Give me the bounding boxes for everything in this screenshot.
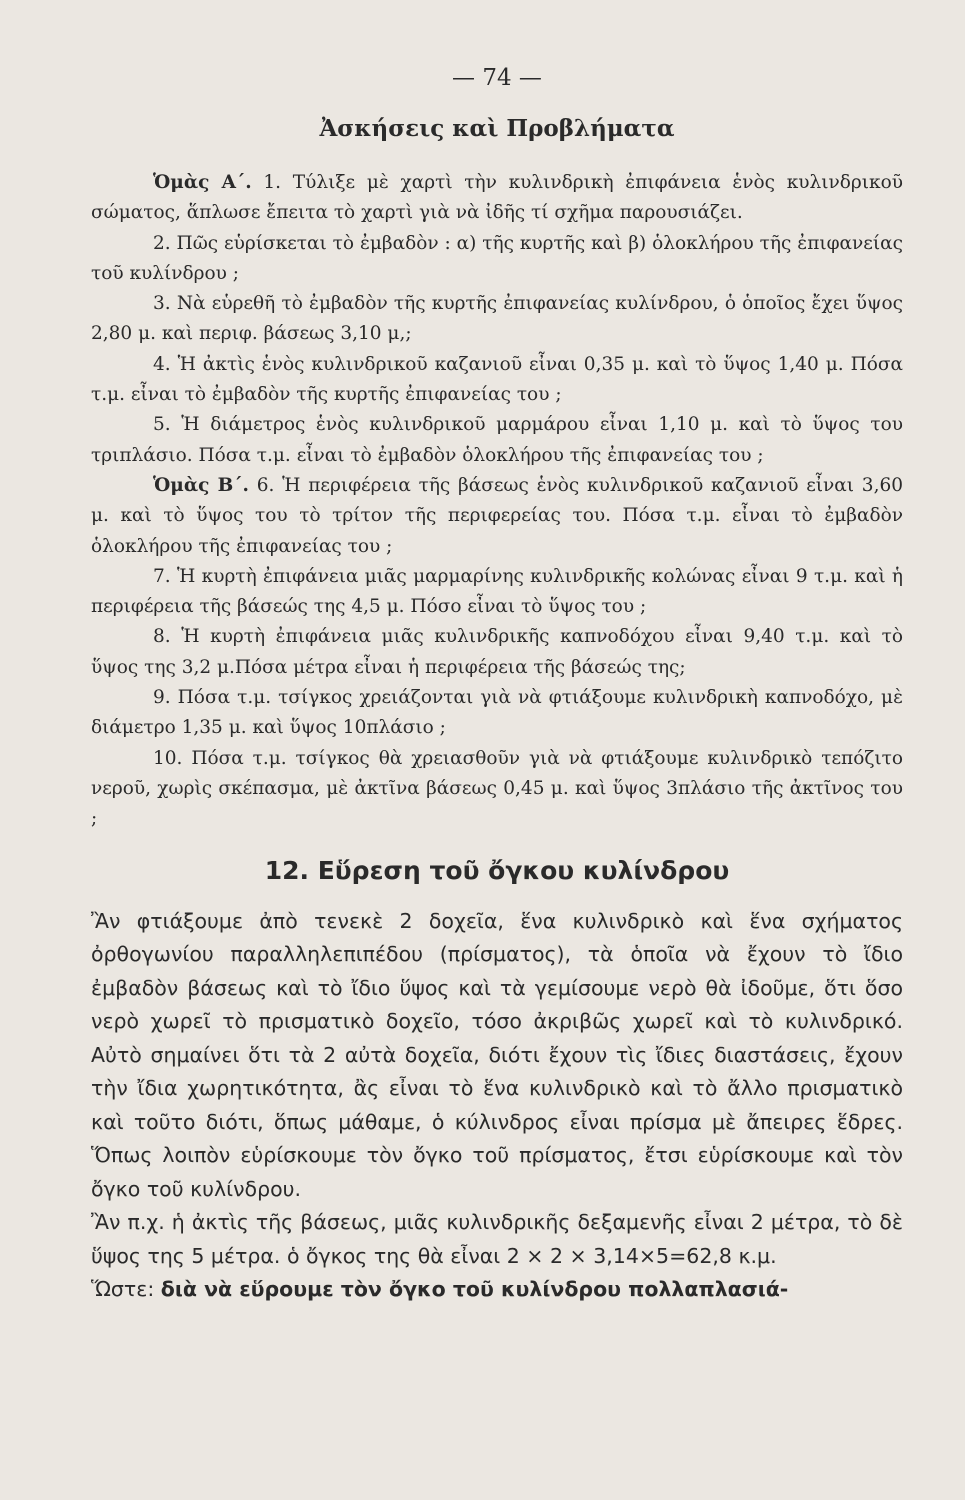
body-text [91, 905, 903, 1307]
exercise-7: 7. Ἡ κυρτὴ ἐπιφάνεια μιᾶς μαρμαρίνης κυλινδρικῆς κολώνας εἶναι 9 τ.μ. καὶ ἡ περιφέρεια τῆς βάσεώς της 4,5 μ. Πόσο εἶναι τὸ ὕψος του ; [91, 565, 903, 618]
exercise-5: 5. Ἡ διάμετρος ἑνὸς κυλινδρικοῦ μαρμάρου εἶναι 1,10 μ. καὶ τὸ ὕψος του τριπλάσιο. Πόσα τ.μ. εἶναι τὸ ἐμβαδὸν ὁλοκλήρου τῆς ἐπιφανείας του ; [91, 414, 903, 466]
paragraph: Ἂν φτιάξουμε ἀπὸ τενεκὲ 2 δοχεῖα, ἕνα κυλινδρικὸ καὶ ἕνα σχήματος ὀρθογωνίου παραλληλεπιπέδου (πρίσματος), τὰ ὁποῖα νὰ ἔχουν τὸ ἴδιο ἐμβαδὸν βάσεως καὶ τὸ ἴδιο ὕψος καὶ τὰ γεμίσουμε νερὸ θὰ ἰδοῦμε, ὅτι ὅσο νερὸ χωρεῖ τὸ πρισματικὸ δοχεῖο, τόσο ἀκριβῶς χωρεῖ καὶ τὸ κυλινδρικό. Αὐτὸ σημαίνει ὅτι τὰ 2 αὐτὰ δοχεῖα, διότι ἔχουν τὶς ἴδιες διαστάσεις, ἔχουν τὴν ἴδια χωρητικότητα, ἂς εἶναι τὸ ἕνα κυλινδρικὸ καὶ τὸ ἄλλο πρισματικὸ καὶ τοῦτο διότι, ὅπως μάθαμε, ὁ κύλινδρος εἶναι πρίσμα μὲ ἄπειρες ἕδρες. Ὅπως λοιπὸν εὑρίσκουμε τὸν ὄγκο τοῦ πρίσματος, ἔτσι εὑρίσκουμε καὶ τὸν ὄγκο τοῦ κυλίνδρου. [91, 908, 903, 1201]
exercise-2: 2. Πῶς εὑρίσκεται τὸ ἐμβαδὸν : α) τῆς κυρτῆς καὶ β) ὁλοκλήρου τῆς ἐπιφανείας τοῦ κυλίνδρου ; [91, 232, 903, 284]
exercise-6 [91, 471, 903, 562]
exercise-text: 1. Τύλιξε μὲ χαρτὶ τὴν κυλινδρικὴ ἐπιφάνεια ἑνὸς κυλινδρικοῦ σώματος, ἅπλωσε ἔπειτα τὸ χαρτὶ γιὰ νὰ ἰδῆς τί σχῆμα παρουσιάζει. [91, 172, 903, 224]
conclusion-paragraph [91, 1273, 903, 1307]
page-number: — 74 — [452, 65, 542, 91]
chapter-heading: 12. Εὕρεση τοῦ ὄγκου κυλίνδρου [264, 855, 730, 885]
paragraph: Ἂν π.χ. ἡ ἀκτὶς τῆς βάσεως, μιᾶς κυλινδρικῆς δεξαμενῆς εἶναι 2 μέτρα, τὸ δὲ ὕψος της 5 μέτρα. ὁ ὄγκος της θὰ εἶναι 2 × 2 × 3,14×5=62,8 κ.μ. [91, 1210, 903, 1268]
exercise-4: 4. Ἡ ἀκτὶς ἑνὸς κυλινδρικοῦ καζανιοῦ εἶναι 0,35 μ. καὶ τὸ ὕψος 1,40 μ. Πόσα τ.μ. εἶναι τὸ ἐμβαδὸν τῆς κυρτῆς ἐπιφανείας του ; [91, 353, 903, 406]
exercise-text: 6. Ἡ περιφέρεια τῆς βάσεως ἑνὸς κυλινδρικοῦ καζανιοῦ εἶναι 3,60 μ. καὶ τὸ ὕψος του τὸ τρίτον τῆς περιφερείας του. Πόσα τ.μ. εἶναι τὸ ἐμβαδὸν ὁλοκλήρου τῆς ἐπιφανείας του ; [91, 474, 903, 557]
conclusion-bold: διὰ νὰ εὕρουμε τὸν ὄγκο τοῦ κυλίνδρου πολλαπλασιά- [160, 1277, 789, 1302]
exercise-10: 10. Πόσα τ.μ. τσίγκος θὰ χρειασθοῦν γιὰ νὰ φτιάξουμε κυλινδρικὸ τεπόζιτο νεροῦ, χωρὶς σκέπασμα, μὲ ἀκτῖνα βάσεως 0,45 μ. καὶ ὕψος 3πλάσιο τῆς ἀκτῖνος του ; [91, 747, 903, 830]
exercise-3: 3. Νὰ εὑρεθῆ τὸ ἐμβαδὸν τῆς κυρτῆς ἐπιφανείας κυλίνδρου, ὁ ὁποῖος ἔχει ὕψος 2,80 μ. καὶ περιφ. βάσεως 3,10 μ,; [91, 293, 903, 345]
group-label-b: Ὁμὰς Β΄. [153, 474, 249, 496]
exercise-1 [91, 168, 903, 229]
group-label-a: Ὁμὰς Α΄. [153, 172, 252, 193]
conclusion-lead: Ὥστε: [91, 1277, 161, 1302]
exercise-9: 9. Πόσα τ.μ. τσίγκος χρειάζονται γιὰ νὰ φτιάξουμε κυλινδρικὴ καπνοδόχο, μὲ διάμετρο 1,35 μ. καὶ ὕψος 10πλάσιο ; [91, 687, 903, 739]
exercise-list [91, 168, 903, 835]
section-title: Ἀσκήσεις καὶ Προβλήματα [319, 115, 675, 142]
exercise-8: 8. Ἡ κυρτὴ ἐπιφάνεια μιᾶς κυλινδρικῆς καπνοδόχου εἶναι 9,40 τ.μ. καὶ τὸ ὕψος της 3,2 μ.Πόσα μέτρα εἶναι ἡ περιφέρεια τῆς βάσεώς της; [91, 626, 903, 678]
book-page [91, 62, 903, 1472]
